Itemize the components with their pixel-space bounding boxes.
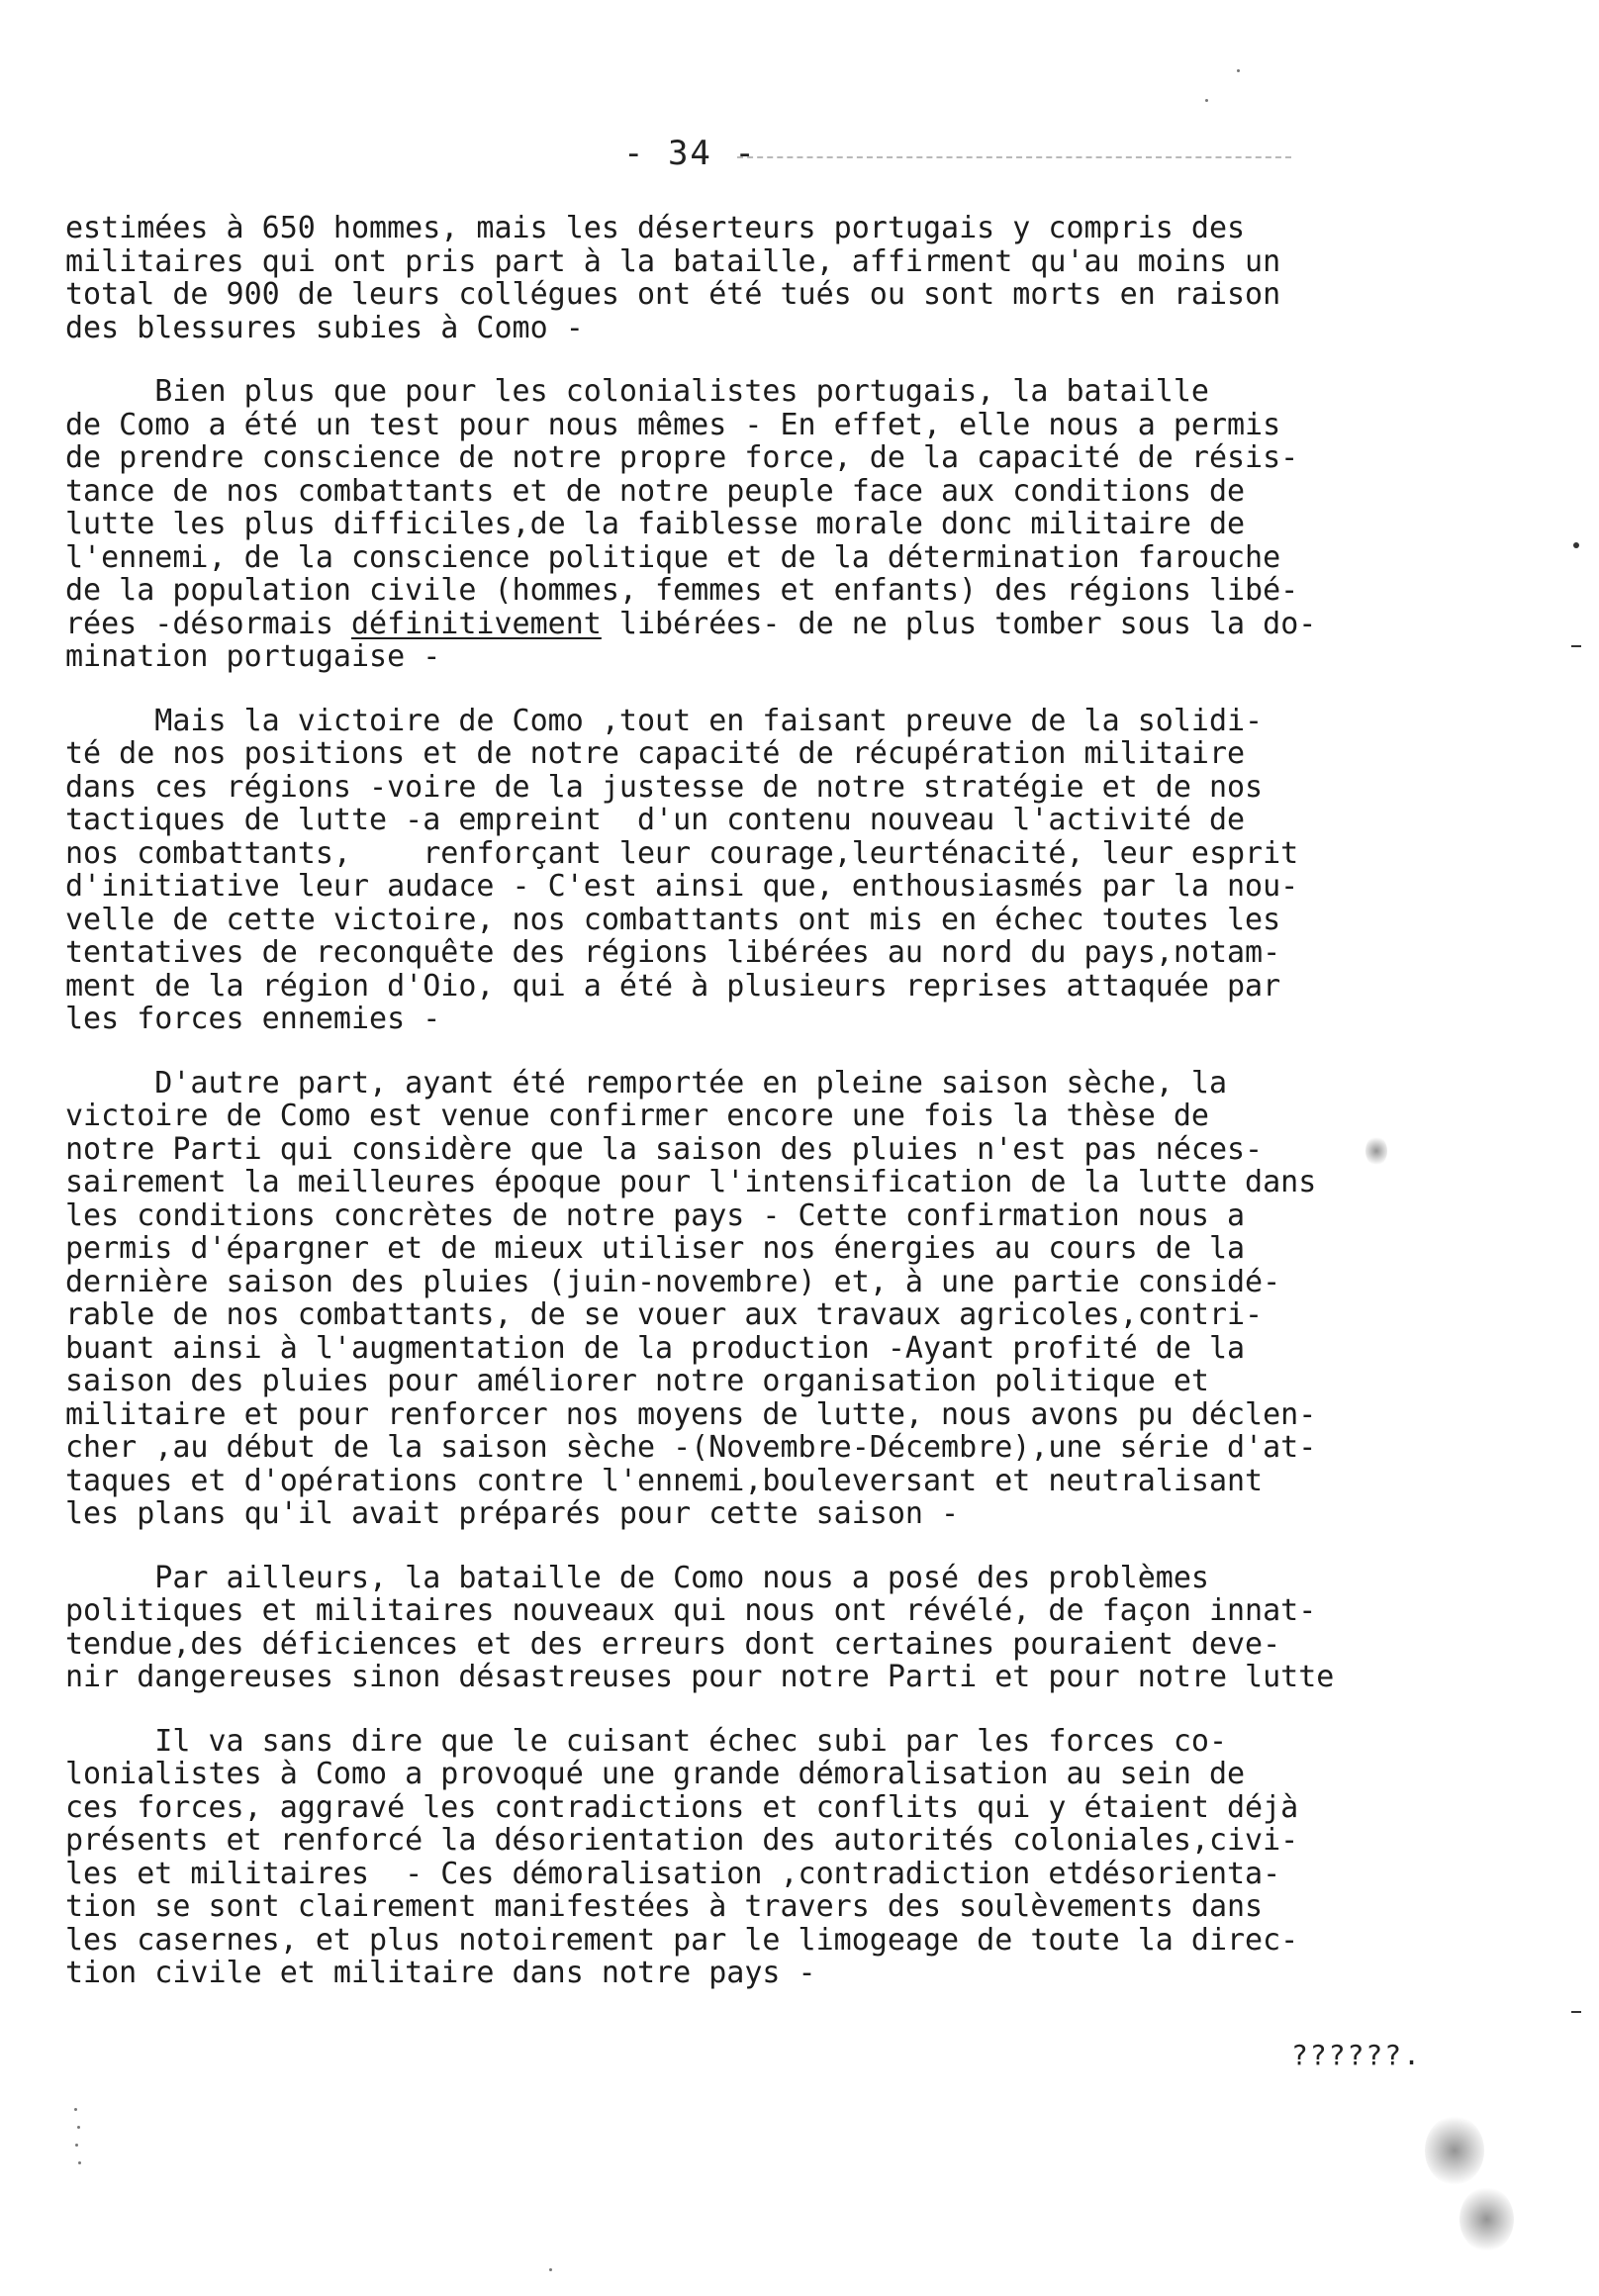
margin-mark bbox=[1571, 2011, 1581, 2013]
text-line: de prendre conscience de notre propre force, de la capacité de résis- bbox=[65, 440, 1299, 475]
margin-dot bbox=[78, 2161, 81, 2164]
text-line: tactiques de lutte -a empreint d'un contenu nouveau l'activité de bbox=[65, 803, 1246, 837]
text-line: politiques et militaires nouveaux qui nous ont révélé, de façon innat- bbox=[65, 1593, 1317, 1628]
text-line: militaires qui ont pris part à la bataille, affirment qu'au moins un bbox=[65, 243, 1281, 279]
text-line: rable de nos combattants, de se vouer aux travaux agricoles,contri- bbox=[65, 1297, 1264, 1332]
margin-dot bbox=[74, 2108, 77, 2111]
margin-dot bbox=[77, 2126, 80, 2129]
scan-smudge bbox=[1459, 2187, 1514, 2251]
text-line: rées -désormais définitivement libérées- de ne plus tomber sous la do- bbox=[65, 606, 1317, 641]
text-line: saison des pluies pour améliorer notre organisation politique et bbox=[65, 1364, 1209, 1398]
text-line: tendue,des déficiences et des erreurs dont certaines pouraient deve- bbox=[65, 1626, 1281, 1662]
text-line: permis d'épargner et de mieux utiliser nos énergies au cours de la bbox=[65, 1231, 1246, 1266]
margin-dot bbox=[549, 2268, 552, 2271]
body-text bbox=[65, 212, 1470, 2021]
text-line: buant ainsi à l'augmentation de la production -Ayant profité de la bbox=[65, 1330, 1246, 1366]
scan-smudge bbox=[1365, 1136, 1387, 1166]
text-line: Par ailleurs, la bataille de Como nous a posé des problèmes bbox=[65, 1560, 1209, 1595]
text-line: sairement la meilleures époque pour l'intensification de la lutte dans bbox=[65, 1165, 1317, 1199]
text-line: les et militaires - Ces démoralisation ,contradiction etdésorienta- bbox=[65, 1856, 1281, 1891]
text-line: tentatives de reconquête des régions libérées au nord du pays,notam- bbox=[65, 935, 1281, 970]
text-line: nir dangereuses sinon désastreuses pour notre Parti et pour notre lutte bbox=[65, 1660, 1335, 1694]
text-line: té de nos positions et de notre capacité de récupération militaire bbox=[65, 736, 1246, 771]
scan-smudge bbox=[1425, 2116, 1484, 2185]
text-line: dans ces régions -voire de la justesse de notre stratégie et de nos bbox=[65, 769, 1264, 805]
text-line: les conditions concrètes de notre pays - Cette confirmation nous a bbox=[65, 1197, 1246, 1233]
text-line: Bien plus que pour les colonialistes portugais, la bataille bbox=[65, 374, 1209, 409]
text-line: ces forces, aggravé les contradictions et conflits qui y étaient déjà bbox=[65, 1789, 1299, 1825]
margin-dot bbox=[75, 2144, 78, 2147]
text-line: victoire de Como est venue confirmer encore une fois la thèse de bbox=[65, 1099, 1209, 1133]
paragraph bbox=[65, 375, 1470, 674]
text-line: Mais la victoire de Como ,tout en faisant preuve de la solidi- bbox=[65, 703, 1264, 738]
text-line: tion se sont clairement manifestées à travers des soulèvements dans bbox=[65, 1889, 1264, 1924]
text-line: d'initiative leur audace - C'est ainsi que, enthousiasmés par la nou- bbox=[65, 869, 1299, 904]
text-line: tion civile et militaire dans notre pays - bbox=[65, 1956, 816, 1990]
text-line: lutte les plus difficiles,de la faiblesse morale donc militaire de bbox=[65, 507, 1246, 541]
text-line: taques et d'opérations contre l'ennemi,bouleversant et neutralisant bbox=[65, 1463, 1264, 1498]
margin-dot bbox=[1205, 99, 1208, 102]
signoff-marks: ??????. bbox=[1291, 2039, 1423, 2071]
text-line: lonialistes à Como a provoqué une grande démoralisation au sein de bbox=[65, 1757, 1246, 1791]
text-line: Il va sans dire que le cuisant échec subi par les forces co- bbox=[65, 1723, 1227, 1759]
text-line: estimées à 650 hommes, mais les déserteurs portugais y compris des bbox=[65, 211, 1246, 245]
paragraph bbox=[65, 705, 1470, 1036]
text-line: tance de nos combattants et de notre peuple face aux conditions de bbox=[65, 473, 1246, 509]
text-line: ment de la région d'Oio, qui a été à plusieurs reprises attaquée par bbox=[65, 968, 1281, 1004]
text-line: D'autre part, ayant été remportée en pleine saison sèche, la bbox=[65, 1065, 1227, 1100]
text-line: de la population civile (hommes, femmes et enfants) des régions libé- bbox=[65, 573, 1299, 608]
paragraph bbox=[65, 212, 1470, 344]
text-line: velle de cette victoire, nos combattants ont mis en échec toutes les bbox=[65, 902, 1281, 937]
margin-mark bbox=[1573, 542, 1579, 548]
text-line: les plans qu'il avait préparés pour cette saison - bbox=[65, 1496, 960, 1531]
text-line: des blessures subies à Como - bbox=[65, 310, 584, 345]
text-line: l'ennemi, de la conscience politique et de la détermination farouche bbox=[65, 539, 1281, 575]
margin-mark bbox=[1571, 645, 1581, 647]
text-line: les casernes, et plus notoirement par le limogeage de toute la direc- bbox=[65, 1922, 1299, 1958]
text-line: nos combattants, renforçant leur courage,leurténacité, leur esprit bbox=[65, 835, 1299, 871]
text-line: cher ,au début de la saison sèche -(Novembre-Décembre),une série d'at- bbox=[65, 1430, 1317, 1465]
text-line: présents et renforcé la désorientation des autorités coloniales,civi- bbox=[65, 1823, 1299, 1858]
text-line: notre Parti qui considère que la saison des pluies n'est pas néces- bbox=[65, 1131, 1264, 1167]
text-line: total de 900 de leurs collégues ont été tués ou sont morts en raison bbox=[65, 277, 1281, 312]
page-number: - 34 - bbox=[623, 134, 757, 173]
text-line: de Como a été un test pour nous mêmes - En effet, elle nous a permis bbox=[65, 407, 1281, 442]
margin-dot bbox=[1237, 69, 1240, 72]
paragraph bbox=[65, 1067, 1470, 1531]
text-line: les forces ennemies - bbox=[65, 1002, 441, 1036]
text-line: mination portugaise - bbox=[65, 639, 441, 674]
paragraph bbox=[65, 1725, 1470, 1990]
text-line: dernière saison des pluies (juin-novembre) et, à une partie considé- bbox=[65, 1264, 1281, 1299]
text-line: militaire et pour renforcer nos moyens de lutte, nous avons pu déclen- bbox=[65, 1396, 1317, 1432]
header-dashed-rule bbox=[737, 156, 1291, 158]
paragraph bbox=[65, 1562, 1470, 1694]
